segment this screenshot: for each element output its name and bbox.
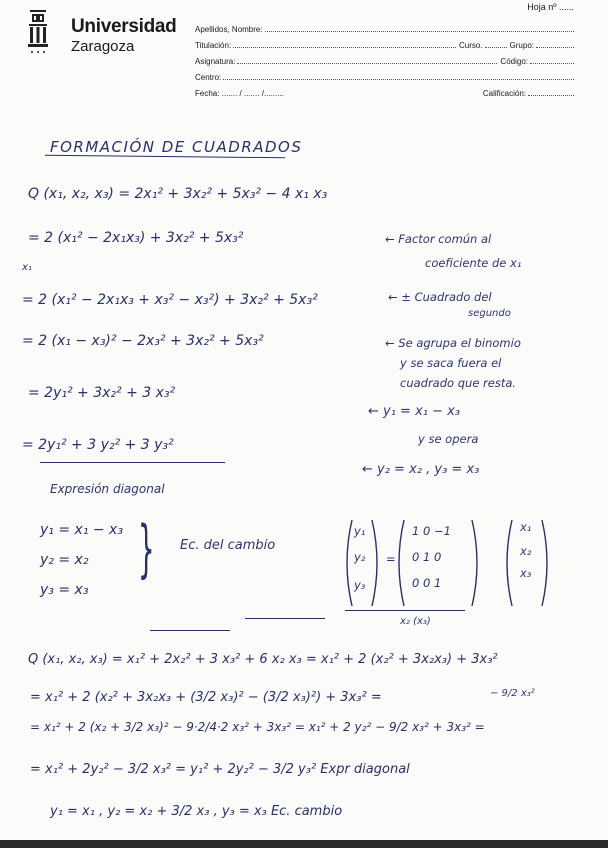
separator-right [345, 610, 465, 611]
note-6: y se saca fuera el [400, 356, 502, 370]
part2-line-4: = x₁² + 2y₂² − 3/2 x₃² = y₁² + 2y₂² − 3/2 y₃² Expr diagonal [30, 762, 410, 777]
note-9: y se opera [418, 432, 479, 446]
equals-sign: = [386, 552, 396, 566]
result-underline [40, 462, 225, 463]
university-logo [27, 8, 207, 60]
diagonal-expression-label: Expresión diagonal [50, 482, 165, 496]
change-eq-1: y₁ = x₁ − x₃ [40, 522, 123, 538]
note-10: ← y₂ = x₂ , y₃ = x₃ [362, 462, 480, 477]
subject-field[interactable] [237, 62, 497, 64]
matrix-brackets [342, 518, 572, 608]
subject-row [195, 50, 577, 66]
header-form [195, 18, 577, 98]
note-1: ← Factor común al [385, 232, 492, 246]
equation-line-4: = 2 (x₁ − x₃)² − 2x₃² + 3x₂² + 5x₃² [22, 333, 264, 349]
group-label: Grupo: [509, 41, 534, 50]
name-field[interactable] [265, 30, 574, 32]
part2-annotation-2: − 9/2 x₃² [490, 688, 535, 699]
change-eq-2: y₂ = x₂ [40, 552, 89, 568]
vector-x-1: x₁ [520, 520, 532, 534]
part2-line-3: = x₁² + 2 (x₂ + 3/2 x₃)² − 9·2/4·2 x₃² + 3x₃² = x₁² + 2 y₂² − 9/2 x₃² + 3x₃² = [30, 720, 485, 734]
vector-x-3: x₃ [520, 566, 532, 580]
center-field[interactable] [223, 78, 574, 80]
part2-line-5: y₁ = x₁ , y₂ = x₂ + 3/2 x₃ , y₃ = x₃ Ec. cambio [50, 804, 343, 819]
equation-annotation: x₁ [22, 262, 32, 273]
matrix-row-2: 0 1 0 [412, 550, 442, 564]
name-row [195, 18, 577, 34]
date-field[interactable]: Fecha: ....... / ....... /......... [195, 89, 284, 98]
center-row [195, 66, 577, 82]
equation-line-5: = 2y₁² + 3x₂² + 3 x₃² [28, 385, 176, 401]
part2-line-2: = x₁² + 2 (x₂² + 3x₂x₃ + (3/2 x₃)² − (3/2 x₃)²) + 3x₃² = [30, 690, 382, 705]
university-crest-icon [27, 8, 49, 56]
grade-field[interactable] [528, 94, 574, 96]
center-label: Centro: [195, 73, 222, 82]
university-name: Universidad [71, 16, 177, 37]
note-4: segundo [468, 308, 511, 319]
course-field[interactable] [485, 46, 507, 48]
separator-middle [245, 618, 325, 619]
page-bottom-edge [0, 840, 608, 848]
university-city: Zaragoza [71, 38, 135, 55]
course-label: Curso. [458, 41, 483, 50]
vector-x-2: x₂ [520, 544, 532, 558]
degree-row [195, 34, 577, 50]
vector-y-2: y₂ [354, 550, 366, 564]
degree-label: Titulación: [195, 41, 232, 50]
note-2: coeficiente de x₁ [425, 256, 522, 270]
note-5: ← Se agrupa el binomio [385, 336, 521, 350]
group-field[interactable] [536, 46, 574, 48]
part2-line-1: Q (x₁, x₂, x₃) = x₁² + 2x₂² + 3 x₃² + 6 x₂ x₃ = x₁² + 2 (x₂² + 3x₂x₃) + 3x₃² [28, 652, 498, 667]
right-brace: } [138, 515, 155, 587]
change-eq-3: y₃ = x₃ [40, 582, 89, 598]
name-label: Apellidos, Nombre: [195, 25, 263, 34]
section-title: FORMACIÓN DE CUADRADOS [50, 138, 303, 156]
change-label: Ec. del cambio [180, 538, 276, 553]
matrix-row-3: 0 0 1 [412, 576, 442, 590]
equation-line-1: Q (x₁, x₂, x₃) = 2x₁² + 3x₂² + 5x₃² − 4 x₁ x₃ [28, 186, 328, 202]
sheet-number-label: Hoja nº ...... [527, 2, 574, 12]
equation-line-6: = 2y₁² + 3 y₂² + 3 y₃² [22, 437, 174, 453]
date-row [195, 82, 577, 98]
separator-left [150, 630, 230, 631]
part2-annotation: x₂ (x₃) [400, 616, 431, 627]
code-label: Código: [500, 57, 528, 66]
code-field[interactable] [530, 62, 574, 64]
vector-y-1: y₁ [354, 524, 366, 538]
matrix-row-1: 1 0 −1 [412, 524, 451, 538]
note-8: ← y₁ = x₁ − x₃ [368, 404, 461, 419]
note-3: ← ± Cuadrado del [388, 290, 492, 304]
degree-field[interactable] [233, 46, 456, 48]
equation-line-2: = 2 (x₁² − 2x₁x₃) + 3x₂² + 5x₃² [28, 230, 244, 246]
note-7: cuadrado que resta. [400, 376, 517, 390]
grade-label: Calificación: [482, 89, 526, 98]
subject-label: Asignatura: [195, 57, 236, 66]
vector-y-3: y₃ [354, 578, 366, 592]
equation-line-3: = 2 (x₁² − 2x₁x₃ + x₃² − x₃²) + 3x₂² + 5x₃² [22, 292, 318, 308]
